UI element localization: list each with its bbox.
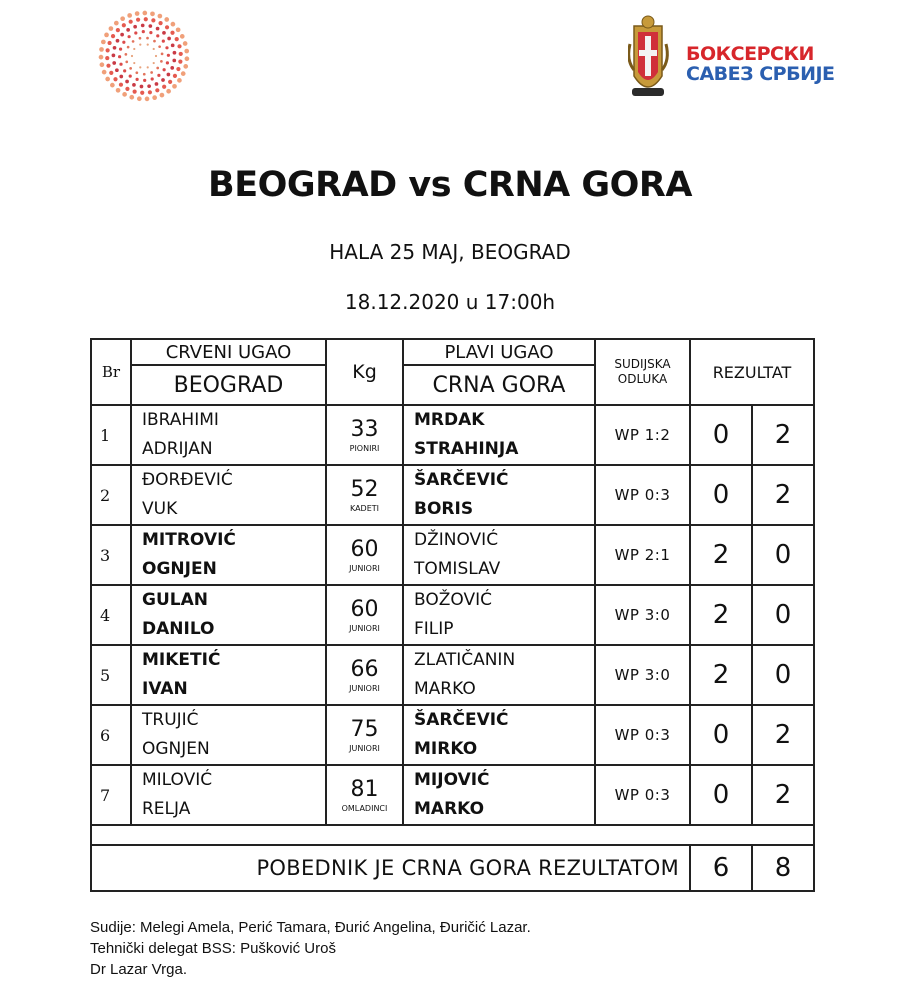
logo-dot [143,79,146,82]
weight-cell [326,705,403,765]
logo-dot [170,31,174,35]
winner-text: POBEDNIK JE CRNA GORA REZULTATOM [91,845,690,891]
weight-value: 66 [350,657,379,682]
red-boxer [131,585,326,645]
bout-row [91,405,814,465]
weight-cell [326,765,403,825]
red-points: 0 [690,705,752,765]
logo-dot [145,97,150,102]
bout-number: 5 [91,645,131,705]
logo-dot [142,30,145,33]
logo-dot [122,41,125,44]
age-category: JUNIORI [349,744,380,753]
blue-boxer-surname: BOŽOVIĆ [414,590,492,610]
logo-dot [125,87,129,91]
logo-dot [126,28,130,32]
logo-dot [151,77,154,80]
logo-dot [143,73,146,76]
logo-dot [162,40,165,43]
logo-dot [110,83,115,88]
logo-dot [160,60,163,63]
logo-dot [150,71,153,74]
bout-number: 7 [91,765,131,825]
logo-dot [139,66,141,68]
header-blue-team: CRNA GORA [403,365,595,405]
red-points: 2 [690,645,752,705]
bout-number: 1 [91,405,131,465]
logo-dot [120,33,124,37]
weight-value: 33 [350,417,379,442]
logo-dot [177,78,182,83]
logo-dot [136,18,140,22]
logo-dot [100,62,105,67]
logo-dot [99,55,104,60]
header-weight: Kg [326,339,403,405]
blue-points: 2 [752,705,814,765]
bout-row [91,525,814,585]
red-boxer [131,405,326,465]
blue-points: 0 [752,645,814,705]
logo-dot [109,71,113,75]
page-title: BEOGRAD vs CRNA GORA [208,165,692,205]
logo-dot [144,17,148,21]
logo-dot [162,85,166,89]
logo-dot [131,55,133,57]
red-boxer-surname: MIKETIĆ [142,650,221,670]
bout-row [91,765,814,825]
blue-boxer [403,765,595,825]
red-boxer [131,705,326,765]
header-decision-line1: SUDIJSKA [614,357,671,371]
header-red-team: BEOGRAD [131,365,326,405]
logo-dot [135,11,140,16]
delegate-line: Tehnički delegat BSS: Pušković Uroš [90,940,336,957]
red-points: 0 [690,405,752,465]
logo-dot [112,61,116,65]
logo-dot [116,39,120,43]
logo-dot [167,54,170,57]
logo-dot [156,27,160,31]
weight-cell [326,465,403,525]
red-boxer [131,645,326,705]
logo-dot [158,21,162,25]
bout-number: 4 [91,585,131,645]
logo-dot [172,84,177,89]
logo-dot [102,70,107,75]
logo-dot [177,44,181,48]
logo-dot [173,74,177,78]
logo-dot [106,64,110,68]
decision: WP 0:3 [595,765,690,825]
red-points: 2 [690,525,752,585]
decision: WP 2:1 [595,525,690,585]
blue-boxer-surname: ŠARČEVIĆ [414,710,509,730]
logo-dot [125,61,128,64]
bout-row [91,465,814,525]
spacer-cell [91,825,814,845]
red-boxer-firstname: VUK [142,499,178,519]
logo-dot [158,14,163,19]
blue-boxer-firstname: BORIS [414,499,474,519]
logo-dot [175,37,179,41]
weight-cell [326,405,403,465]
header-decision [595,339,690,405]
blue-boxer-surname: DŽINOVIĆ [414,530,499,550]
logo-dot [125,53,128,56]
logo-dot [104,33,109,38]
weight-value: 60 [350,537,379,562]
bouts-table [90,338,815,892]
blue-points: 2 [752,405,814,465]
blue-boxer [403,585,595,645]
logo-dot [113,77,117,81]
logo-dot [165,46,168,49]
logo-dot [133,62,135,64]
logo-dot [141,24,145,28]
header-result: REZULTAT [690,339,814,405]
logo-dot [147,43,149,45]
age-category: JUNIORI [349,684,380,693]
logo-dot [133,25,137,29]
logo-dot [122,23,126,27]
bout-rows [91,405,814,825]
event-date: 18.12.2020 u 17:00h [344,290,556,314]
logo-dot [172,59,176,63]
logo-dot [183,64,188,69]
weight-cell [326,645,403,705]
venue: HALA 25 MAJ, BEOGRAD [329,240,571,264]
logo-dot [171,43,175,47]
logo-dot [132,83,136,87]
total-row [91,845,814,891]
header-decision-line2: ODLUKA [617,372,668,386]
blue-points: 2 [752,465,814,525]
logo-dot [147,84,151,88]
federation-name-line1: БОКСЕРСКИ [686,43,814,65]
age-category: JUNIORI [349,624,380,633]
bout-row [91,705,814,765]
age-category: PIONIRI [349,444,380,453]
logo-dot [106,48,110,52]
red-boxer-firstname: RELJA [142,799,191,819]
logo-dot [180,34,185,39]
logo-dot [171,22,176,27]
logo-dot [167,73,171,77]
header-blue-corner: PLAVI UGAO [403,339,595,365]
red-boxer [131,465,326,525]
table-header-row [91,339,814,365]
red-boxer-surname: MILOVIĆ [142,770,213,790]
age-category: KADETI [349,504,380,513]
logo-dot [170,66,174,70]
logo-dot [146,37,149,40]
logo-dot [153,62,155,64]
bout-number: 3 [91,525,131,585]
decision: WP 3:0 [595,585,690,645]
logo-dot [114,21,119,26]
decision: WP 0:3 [595,705,690,765]
doctor-line: Dr Lazar Vrga. [90,961,187,978]
blue-points: 0 [752,585,814,645]
weight-value: 60 [350,597,379,622]
logo-dot [161,78,165,82]
logo-dot [183,41,188,46]
logo-dot [133,89,137,93]
logo-dot [153,48,155,50]
logo-dot [153,40,156,43]
logo-dot [156,34,159,37]
logo-dot [140,85,144,89]
red-boxer-firstname: DANILO [142,619,215,639]
logo-dot [140,91,144,95]
logo-dot [116,88,121,93]
blue-boxer-firstname: TOMISLAV [414,559,501,579]
logo-dot [137,96,142,101]
weight-value: 75 [350,717,379,742]
blue-points: 2 [752,765,814,825]
logo-dot [162,31,166,35]
logo-dot [148,90,152,94]
logo-dot [160,93,165,98]
logo-dot [105,77,110,82]
blue-boxer [403,705,595,765]
header-number: Br [91,339,131,405]
logo-dot [101,40,106,45]
bout-number: 2 [91,465,131,525]
logo-dot [116,28,120,32]
logo-dot [151,18,155,22]
logo-dot [166,89,171,94]
blue-boxer-firstname: STRAHINJA [414,439,519,459]
logo-dot [118,55,121,58]
blue-boxer-surname: MIJOVIĆ [414,770,490,790]
federation-name-line2: САВЕЗ СРБИЈЕ [686,63,835,85]
logo-dot [119,48,122,51]
logo-dot [178,60,182,64]
logo-dot [120,16,125,21]
logo-dot [107,41,111,45]
logo-dot [105,56,109,60]
logo-dot [142,11,147,16]
logo-dot [168,80,172,84]
red-boxer [131,765,326,825]
weight-value: 81 [350,777,379,802]
logo-dot [113,46,117,50]
logo-dot [139,43,141,45]
logo-dot [128,35,131,38]
blue-boxer-firstname: FILIP [414,619,454,639]
logo-dot [127,46,130,49]
logo-dot [150,11,155,16]
red-boxer-surname: TRUJIĆ [142,710,199,730]
red-points: 2 [690,585,752,645]
logo-dot [122,92,127,97]
blue-boxer-firstname: MARKO [414,679,476,699]
logo-dot [155,88,159,92]
logo-dot [123,69,126,72]
red-boxer-firstname: OGNJEN [142,739,210,759]
logo-dot [173,51,177,55]
blue-boxer-surname: ŠARČEVIĆ [414,470,509,490]
bout-row [91,585,814,645]
red-points: 0 [690,765,752,825]
logo-dot [111,34,115,38]
logo-dot [155,55,157,57]
bout-row [91,645,814,705]
blue-boxer [403,645,595,705]
red-boxer-firstname: ADRIJAN [142,439,213,459]
logo-dot [129,95,134,100]
weight-cell [326,585,403,645]
logo-dot [132,40,135,43]
logo-dot [161,52,164,55]
logo-dot [181,71,186,76]
logo-dot [157,74,160,77]
logo-dot [129,20,133,24]
age-category: JUNIORI [349,564,380,573]
logo-dot [163,68,166,71]
logo-dot [165,25,169,29]
total-blue-score: 8 [752,845,814,891]
blue-boxer [403,465,595,525]
red-boxer-surname: MITROVIĆ [142,530,236,550]
header-red-corner: CRVENI UGAO [131,339,326,365]
blue-boxer [403,525,595,585]
logo-dot [176,27,181,32]
logo-dot [158,45,161,48]
logo-dot [109,26,114,31]
logo-dot [125,80,129,84]
logo-dot [155,82,159,86]
logo-dot [119,75,123,79]
weight-value: 52 [350,477,379,502]
blue-boxer-surname: MRDAK [414,410,485,430]
blue-boxer [403,405,595,465]
logo-dot [167,37,171,41]
age-category: OMLADINCI [341,804,388,813]
logo-dot [148,24,152,28]
logo-dot [185,56,190,61]
logo-dot [147,66,149,68]
logo-dot [112,54,116,58]
blue-boxer-surname: ZLATIČANIN [414,650,516,670]
logo-dot [115,68,119,72]
red-boxer-firstname: OGNJEN [142,559,217,579]
logo-dot [135,71,138,74]
officials [90,917,531,980]
red-boxer-surname: IBRAHIMI [142,410,219,430]
logo-dot [129,67,132,70]
weight-cell [326,525,403,585]
total-red-score: 6 [690,845,752,891]
logo-dot [127,13,132,18]
logo-dot [139,37,142,40]
logo-dot [166,61,169,64]
logo-dot [134,31,137,34]
logo-dot [179,52,183,56]
spacer-row [91,825,814,845]
logo-dot [164,17,169,22]
logo-dot [136,78,139,81]
decision: WP 0:3 [595,465,690,525]
logo-dot [99,47,104,52]
bout-number: 6 [91,705,131,765]
logo-dot [119,63,122,66]
logo-dot [129,75,132,78]
logo-dot [133,48,135,50]
event-logo-dots [98,10,190,102]
logo-dot [149,31,152,34]
blue-boxer-firstname: MARKO [414,799,485,819]
decision: WP 3:0 [595,645,690,705]
decision: WP 1:2 [595,405,690,465]
blue-points: 0 [752,525,814,585]
red-points: 0 [690,465,752,525]
logo-dot [152,95,157,100]
red-boxer-surname: ĐORĐEVIĆ [142,470,233,490]
red-boxer [131,525,326,585]
judges-line: Sudije: Melegi Amela, Perić Tamara, Đurić Angelina, Đuričić Lazar. [90,919,531,936]
logo-dot [184,49,189,54]
red-boxer-surname: GULAN [142,590,208,610]
logo-dot [176,67,180,71]
blue-boxer-firstname: MIRKO [414,739,478,759]
logo-dot [119,83,123,87]
red-boxer-firstname: IVAN [142,679,188,699]
logo-dot [156,67,159,70]
